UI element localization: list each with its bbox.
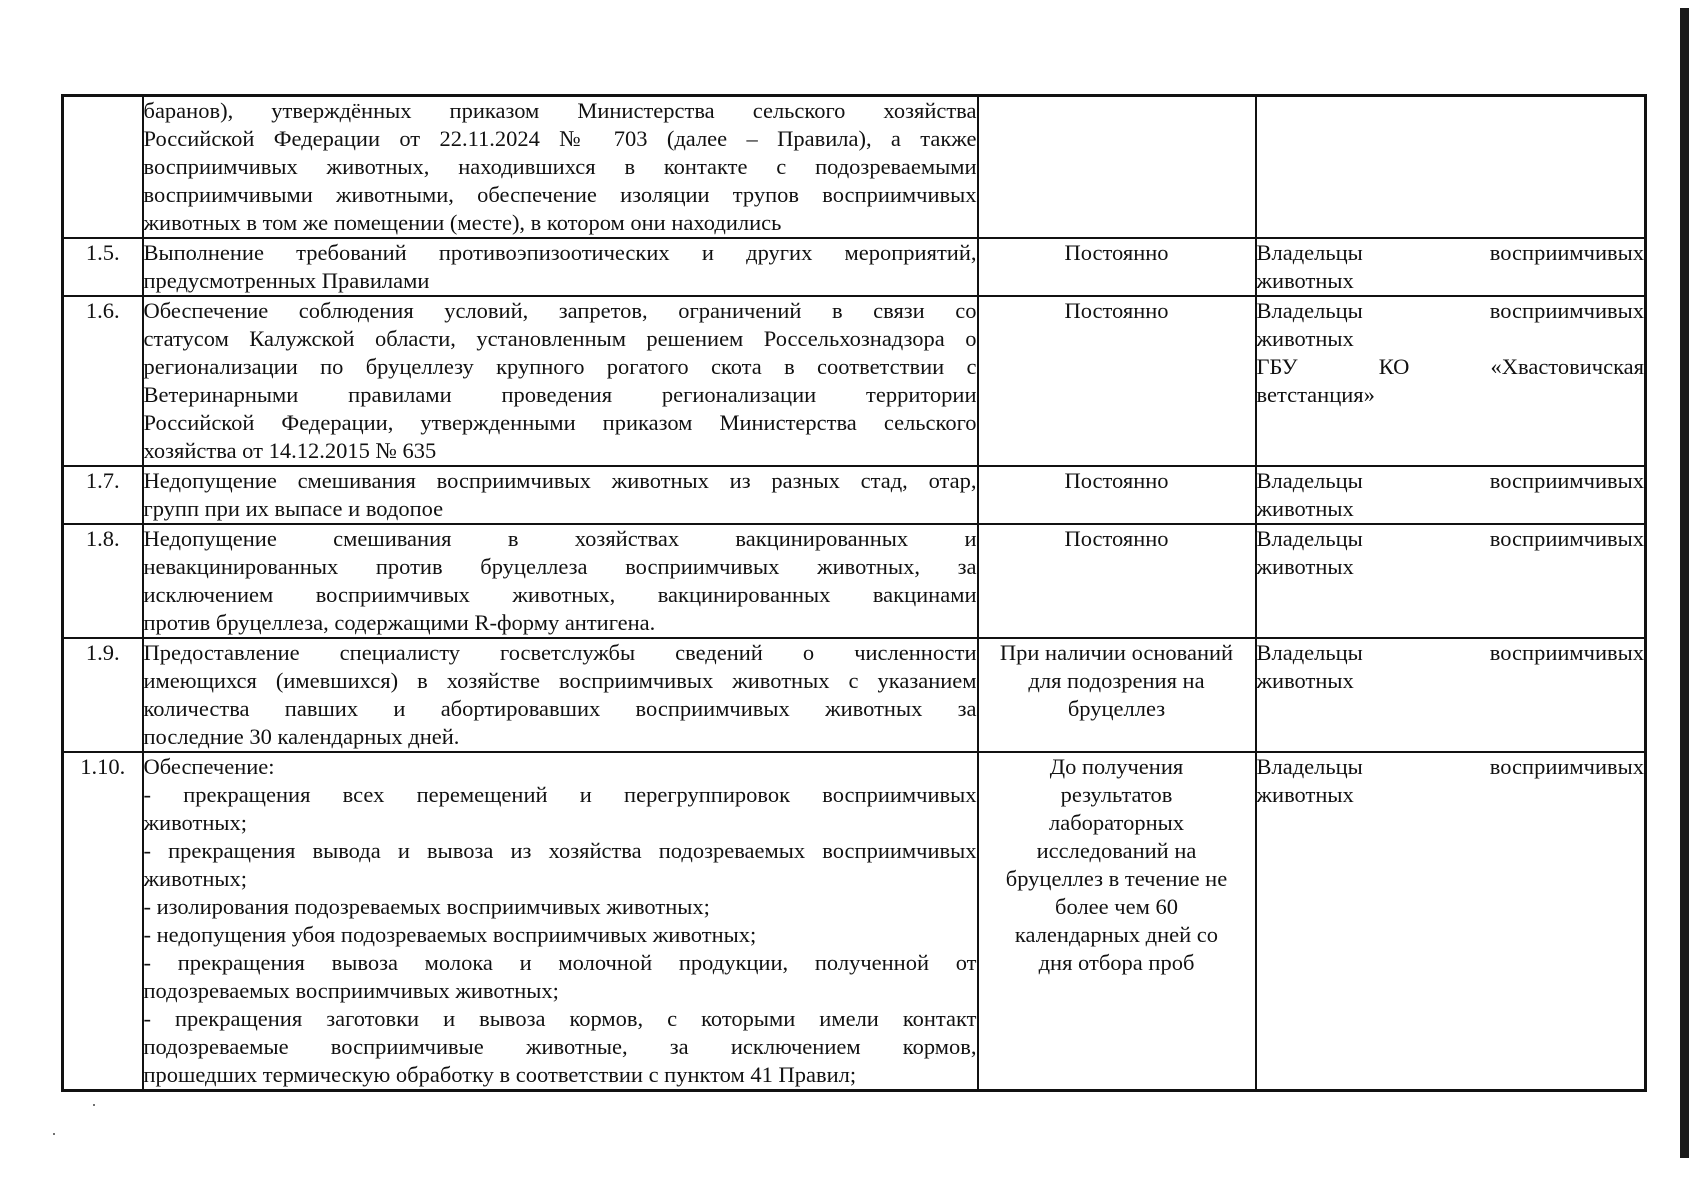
- measure-description: [143, 296, 978, 466]
- measure-description: [143, 638, 978, 752]
- term-line: результатов: [1060, 782, 1173, 807]
- responsible-line: ветстанция»: [1256, 382, 1375, 407]
- term-line: При наличии оснований: [999, 640, 1234, 665]
- measure-term: [978, 752, 1256, 1091]
- text-line: - прекращения вывоза молока и молочной продукции, полученной от: [143, 950, 977, 975]
- measure-term: [978, 96, 1256, 239]
- measure-term: [978, 466, 1256, 524]
- responsible-party: [1256, 296, 1646, 466]
- text-line: прошедших термическую обработку в соответствии с пунктом 41 Правил;: [143, 1062, 857, 1087]
- text-line: Обеспечение соблюдения условий, запретов, ограничений в связи со: [143, 298, 977, 323]
- table-row: [63, 296, 1646, 466]
- text-line: количества павших и абортировавших восприимчивых животных за: [143, 696, 977, 721]
- measures-table: [61, 94, 1647, 1092]
- responsible-line: животных: [1256, 496, 1354, 521]
- measure-term: [978, 238, 1256, 296]
- scan-page-edge: [1680, 8, 1689, 1158]
- term-line: До получения: [1049, 754, 1184, 779]
- text-line: имеющихся (имевшихся) в хозяйстве восприимчивых животных с указанием: [143, 668, 977, 693]
- text-line: статусом Калужской области, установленным решением Россельхознадзора о: [143, 326, 977, 351]
- text-line: Недопущение смешивания в хозяйствах вакцинированных и: [143, 526, 977, 551]
- table-row: [63, 638, 1646, 752]
- responsible-line: ГБУ КО «Хвастовичская: [1256, 354, 1644, 379]
- item-number: [63, 96, 143, 239]
- text-line: Российской Федерации от 22.11.2024 № 703 (далее – Правила), а также: [143, 126, 977, 151]
- responsible-party: [1256, 638, 1646, 752]
- text-line: - изолирования подозреваемых восприимчивых животных;: [143, 894, 710, 919]
- text-line: Ветеринарными правилами проведения регионализации территории: [143, 382, 977, 407]
- responsible-party: [1256, 96, 1646, 239]
- measure-term: [978, 296, 1256, 466]
- text-line: Обеспечение:: [143, 754, 275, 779]
- text-line: против бруцеллеза, содержащими R-форму антигена.: [143, 610, 656, 635]
- responsible-line: Владельцы восприимчивых: [1256, 754, 1644, 779]
- measure-description: [143, 752, 978, 1091]
- responsible-line: животных: [1256, 782, 1354, 807]
- text-line: восприимчивыми животными, обеспечение изоляции трупов восприимчивых: [143, 182, 977, 207]
- text-line: групп при их выпасе и водопое: [143, 496, 444, 521]
- measure-description: [143, 96, 978, 239]
- table-row: [63, 752, 1646, 1091]
- term-line: для подозрения на: [1028, 668, 1205, 693]
- text-line: - недопущения убоя подозреваемых восприимчивых животных;: [143, 922, 757, 947]
- text-line: Российской Федерации, утвержденными приказом Министерства сельского: [143, 410, 977, 435]
- responsible-line: животных: [1256, 668, 1354, 693]
- table-row: [63, 524, 1646, 638]
- text-line: регионализации по бруцеллезу крупного рогатого скота в соответствии с: [143, 354, 977, 379]
- text-line: - прекращения всех перемещений и перегруппировок восприимчивых: [143, 782, 977, 807]
- item-number: 1.7.: [63, 466, 143, 524]
- item-number: 1.6.: [63, 296, 143, 466]
- table-row: [63, 466, 1646, 524]
- text-line: невакцинированных против бруцеллеза восприимчивых животных, за: [143, 554, 977, 579]
- item-number: 1.5.: [63, 238, 143, 296]
- table-row: [63, 96, 1646, 239]
- text-line: восприимчивых животных, находившихся в контакте с подозреваемыми: [143, 154, 977, 179]
- measure-term: [978, 524, 1256, 638]
- term-line: календарных дней со: [1014, 922, 1219, 947]
- text-line: подозреваемых восприимчивых животных;: [143, 978, 559, 1003]
- responsible-line: животных: [1256, 326, 1354, 351]
- measure-description: [143, 524, 978, 638]
- text-line: - прекращения вывода и вывоза из хозяйства подозреваемых восприимчивых: [143, 838, 977, 863]
- term-line: Постоянно: [1064, 240, 1169, 265]
- item-number: 1.9.: [63, 638, 143, 752]
- responsible-line: животных: [1256, 554, 1354, 579]
- responsible-line: Владельцы восприимчивых: [1256, 298, 1644, 323]
- text-line: Выполнение требований противоэпизоотических и других мероприятий,: [143, 240, 977, 265]
- text-line: баранов), утверждённых приказом Министерства сельского хозяйства: [143, 98, 977, 123]
- term-line: исследований на: [1036, 838, 1197, 863]
- responsible-party: [1256, 238, 1646, 296]
- text-line: животных в том же помещении (месте), в котором они находились: [143, 210, 782, 235]
- responsible-line: Владельцы восприимчивых: [1256, 240, 1644, 265]
- measure-description: [143, 238, 978, 296]
- text-line: Предоставление специалисту госветслужбы сведений о численности: [143, 640, 977, 665]
- term-line: бруцеллез в течение не: [1005, 866, 1228, 891]
- scan-speck: [93, 1104, 95, 1106]
- text-line: животных;: [143, 866, 248, 891]
- text-line: Недопущение смешивания восприимчивых животных из разных стад, отар,: [143, 468, 977, 493]
- text-line: исключением восприимчивых животных, вакцинированных вакцинами: [143, 582, 977, 607]
- responsible-party: [1256, 466, 1646, 524]
- measure-term: [978, 638, 1256, 752]
- term-line: бруцеллез: [1067, 696, 1166, 721]
- responsible-line: животных: [1256, 268, 1354, 293]
- text-line: животных;: [143, 810, 248, 835]
- item-number: 1.8.: [63, 524, 143, 638]
- term-line: дня отбора проб: [1038, 950, 1195, 975]
- scan-speck: [53, 1133, 55, 1135]
- term-line: более чем 60: [1055, 894, 1178, 919]
- responsible-line: Владельцы восприимчивых: [1256, 640, 1644, 665]
- term-line: Постоянно: [1064, 298, 1169, 323]
- term-line: лабораторных: [1048, 810, 1184, 835]
- responsible-party: [1256, 524, 1646, 638]
- table-row: [63, 238, 1646, 296]
- responsible-line: Владельцы восприимчивых: [1256, 468, 1644, 493]
- text-line: подозреваемые восприимчивые животные, за исключением кормов,: [143, 1034, 977, 1059]
- measure-description: [143, 466, 978, 524]
- text-line: последние 30 календарных дней.: [143, 724, 460, 749]
- text-line: - прекращения заготовки и вывоза кормов, с которыми имели контакт: [143, 1006, 977, 1031]
- responsible-party: [1256, 752, 1646, 1091]
- term-line: Постоянно: [1064, 526, 1169, 551]
- term-line: Постоянно: [1064, 468, 1169, 493]
- responsible-line: Владельцы восприимчивых: [1256, 526, 1644, 551]
- text-line: предусмотренных Правилами: [143, 268, 430, 293]
- text-line: хозяйства от 14.12.2015 № 635: [143, 438, 437, 463]
- item-number: 1.10.: [63, 752, 143, 1091]
